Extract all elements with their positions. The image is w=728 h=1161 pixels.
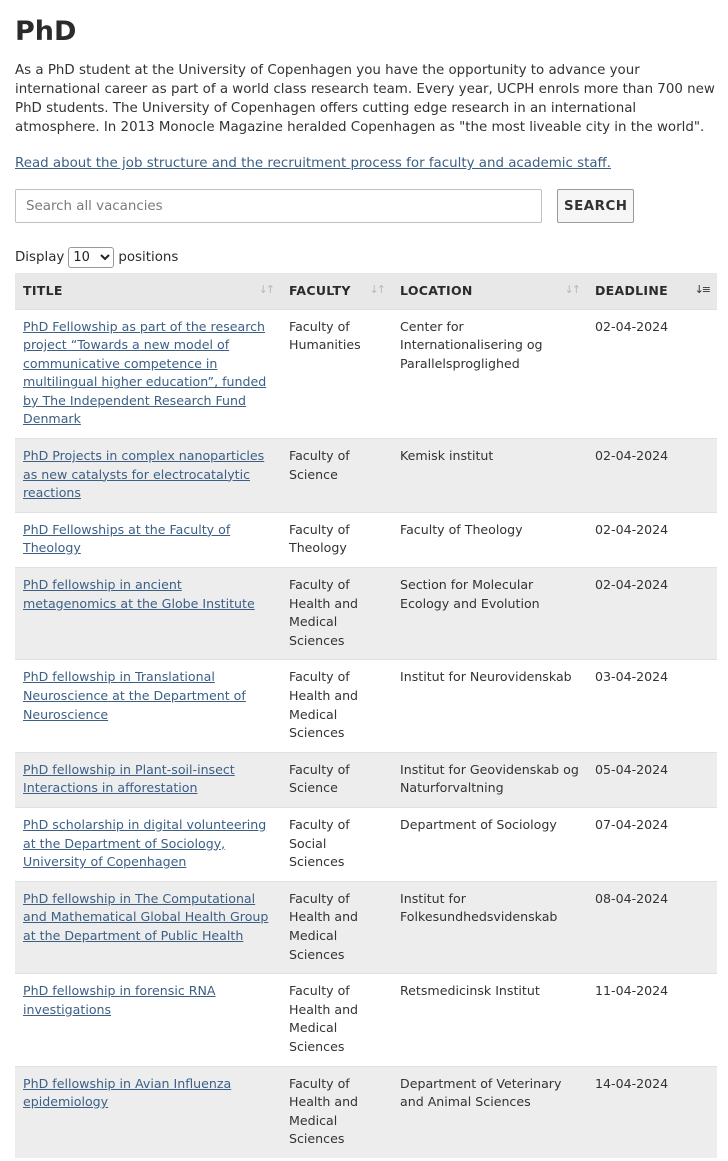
cell-title xyxy=(15,439,281,513)
vacancy-title-link[interactable]: PhD fellowship in forensic RNA investigations xyxy=(23,983,216,1017)
vacancy-title-link[interactable]: PhD fellowship in Avian Influenza epidemiology xyxy=(23,1075,232,1110)
column-header-deadline-label: DEADLINE xyxy=(595,283,668,299)
table-row xyxy=(15,439,717,513)
table-row xyxy=(15,568,717,660)
cell-deadline: 07-04-2024 xyxy=(587,807,717,881)
vacancy-title-link[interactable]: PhD scholarship in digital volunteering at the Department of Sociology, University of Copenhagen xyxy=(23,816,267,870)
vacancy-title-link[interactable]: PhD fellowship in ancient metagenomics at the Globe Institute xyxy=(23,577,255,611)
cell-faculty: Faculty of Social Sciences xyxy=(281,807,392,881)
cell-location: Section for Molecular Ecology and Evolution xyxy=(392,568,587,660)
cell-location: Kemisk institut xyxy=(392,439,587,513)
display-length-control xyxy=(15,246,717,268)
table-row xyxy=(15,512,717,567)
cell-faculty: Faculty of Health and Medical Sciences xyxy=(281,881,392,973)
sort-unsorted-icon: ↓↑ xyxy=(258,283,273,296)
table-row xyxy=(15,974,717,1066)
intro-text: As a PhD student at the University of Copenhagen you have the opportunity to advance your international career as part of a world class research team. Every year, UCPH enrols more than 700 new PhD students. The University of Copenhagen offers cutting edge research in an international atmosphere. In 2013 Monocle Magazine heralded Copenhagen as "the most liveable city in the world". xyxy=(15,63,715,135)
cell-deadline: 05-04-2024 xyxy=(587,752,717,807)
cell-faculty: Faculty of Science xyxy=(281,439,392,513)
cell-faculty: Faculty of Health and Medical Sciences xyxy=(281,974,392,1066)
cell-location: Institut for Geovidenskab og Naturforvaltning xyxy=(392,752,587,807)
sort-unsorted-icon: ↓↑ xyxy=(369,283,384,296)
page-size-select[interactable] xyxy=(68,247,114,268)
cell-faculty: Faculty of Theology xyxy=(281,512,392,567)
column-header-faculty-label: FACULTY xyxy=(289,283,351,299)
cell-location: Department of Veterinary and Animal Sciences xyxy=(392,1066,587,1158)
cell-deadline: 02-04-2024 xyxy=(587,512,717,567)
column-header-faculty[interactable] xyxy=(281,273,392,309)
cell-location: Center for Internationalisering og Parallelsproglighed xyxy=(392,309,587,439)
table-header-row xyxy=(15,273,717,309)
table-row xyxy=(15,1066,717,1158)
cell-title xyxy=(15,1066,281,1158)
cell-faculty: Faculty of Health and Medical Sciences xyxy=(281,660,392,752)
cell-deadline: 02-04-2024 xyxy=(587,568,717,660)
vacancy-title-link[interactable]: PhD Fellowship as part of the research project “Towards a new model of communicative competence in multilingual higher education”, funded by The Independent Research Fund Denmark xyxy=(23,318,267,427)
table-row xyxy=(15,309,717,439)
search-button[interactable]: SEARCH xyxy=(557,189,634,223)
cell-deadline: 14-04-2024 xyxy=(587,1066,717,1158)
cell-title xyxy=(15,752,281,807)
table-row xyxy=(15,881,717,973)
cell-faculty: Faculty of Health and Medical Sciences xyxy=(281,1066,392,1158)
cell-title xyxy=(15,660,281,752)
display-prefix-label: Display xyxy=(15,249,65,265)
cell-title xyxy=(15,568,281,660)
cell-faculty: Faculty of Science xyxy=(281,752,392,807)
table-row xyxy=(15,660,717,752)
cell-location: Faculty of Theology xyxy=(392,512,587,567)
cell-faculty: Faculty of Health and Medical Sciences xyxy=(281,568,392,660)
cell-title xyxy=(15,974,281,1066)
cell-title xyxy=(15,807,281,881)
search-bar xyxy=(15,189,717,223)
column-header-title-label: TITLE xyxy=(23,283,63,299)
recruitment-process-link[interactable]: Read about the job structure and the recruitment process for faculty and academic staff. xyxy=(15,156,612,171)
vacancy-title-link[interactable]: PhD Projects in complex nanoparticles as new catalysts for electrocatalytic reactions xyxy=(23,448,265,501)
cell-title xyxy=(15,881,281,973)
search-input[interactable] xyxy=(15,189,542,223)
table-row xyxy=(15,807,717,881)
vacancy-title-link[interactable]: PhD fellowship in Plant-soil-insect Interactions in afforestation xyxy=(23,761,235,796)
column-header-location-label: LOCATION xyxy=(400,283,473,299)
cell-deadline: 03-04-2024 xyxy=(587,660,717,752)
table-row xyxy=(15,752,717,807)
cell-location: Institut for Neurovidenskab xyxy=(392,660,587,752)
column-header-location[interactable] xyxy=(392,273,587,309)
sort-ascending-icon: ↓≡ xyxy=(694,283,709,296)
cell-faculty: Faculty of Humanities xyxy=(281,309,392,439)
vacancies-table xyxy=(15,273,717,1158)
vacancy-title-link[interactable]: PhD fellowship in The Computational and Mathematical Global Health Group at the Department of Public Health xyxy=(23,890,269,943)
cell-title xyxy=(15,309,281,439)
column-header-deadline[interactable] xyxy=(587,273,717,309)
cell-deadline: 11-04-2024 xyxy=(587,974,717,1066)
sort-unsorted-icon: ↓↑ xyxy=(564,283,579,296)
column-header-title[interactable] xyxy=(15,273,281,309)
cell-deadline: 08-04-2024 xyxy=(587,881,717,973)
cell-location: Institut for Folkesundhedsvidenskab xyxy=(392,881,587,973)
cell-location: Department of Sociology xyxy=(392,807,587,881)
cell-title xyxy=(15,512,281,567)
vacancy-title-link[interactable]: PhD Fellowships at the Faculty of Theology xyxy=(23,521,231,556)
vacancy-title-link[interactable]: PhD fellowship in Translational Neuroscience at the Department of Neuroscience xyxy=(23,669,246,722)
page-title: PhD xyxy=(15,16,77,47)
cell-deadline: 02-04-2024 xyxy=(587,439,717,513)
display-suffix-label: positions xyxy=(118,249,179,265)
cell-deadline: 02-04-2024 xyxy=(587,309,717,439)
cell-location: Retsmedicinsk Institut xyxy=(392,974,587,1066)
